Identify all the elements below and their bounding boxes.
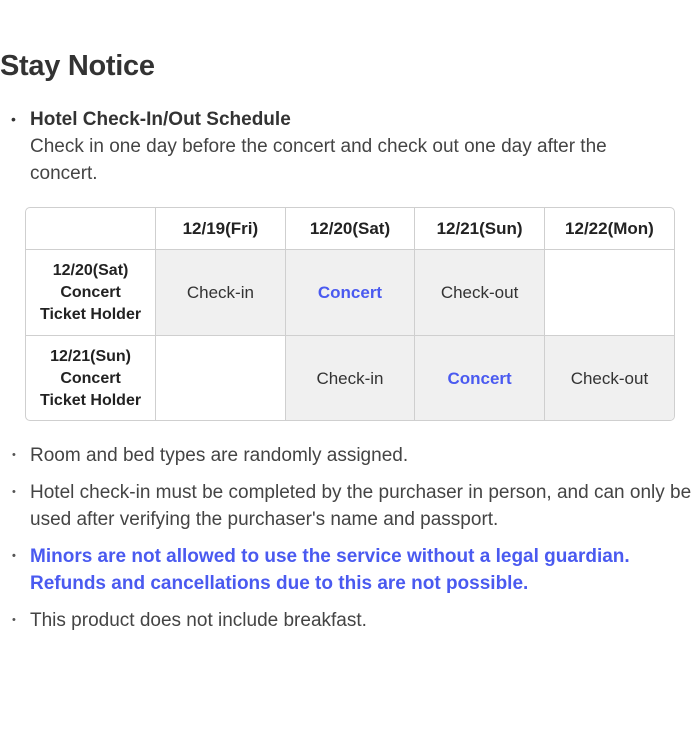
row-label-date: 12/21(Sun) xyxy=(50,347,131,365)
bullet-icon: • xyxy=(12,550,16,562)
list-item xyxy=(0,442,700,469)
bullet-icon: • xyxy=(12,449,16,461)
notes-list xyxy=(0,442,700,644)
note-text: This product does not include breakfast. xyxy=(30,610,367,631)
row-label xyxy=(26,250,156,336)
table-cell-checkin: Check-in xyxy=(285,336,415,422)
list-item xyxy=(0,607,700,634)
table-header-row xyxy=(26,208,674,250)
table-header-cell: 12/19(Fri) xyxy=(156,208,286,250)
table-cell-concert: Concert xyxy=(285,250,415,336)
row-label-line: Concert xyxy=(60,369,121,387)
bullet-icon: • xyxy=(12,614,16,626)
schedule-heading: Hotel Check-In/Out Schedule xyxy=(30,109,291,130)
row-label-date: 12/20(Sat) xyxy=(52,261,129,279)
table-header-cell: 12/22(Mon) xyxy=(544,208,674,250)
schedule-table xyxy=(25,207,675,421)
table-header-cell: 12/20(Sat) xyxy=(285,208,415,250)
page-title: Stay Notice xyxy=(0,50,155,82)
table-cell-concert: Concert xyxy=(415,336,545,422)
table-header-cell xyxy=(26,208,156,250)
table-cell-empty xyxy=(544,250,674,336)
table-cell-checkin: Check-in xyxy=(156,250,286,336)
schedule-description: Check in one day before the concert and check out one day after the concert. xyxy=(30,136,607,184)
note-warning-text: Minors are not allowed to use the service without a legal guardian. Refunds and cancellations due to this are not possible. xyxy=(30,546,630,594)
list-item-warning xyxy=(0,543,700,597)
bullet-icon: • xyxy=(11,111,16,127)
row-label-line: Ticket Holder xyxy=(40,305,142,323)
row-label-line: Ticket Holder xyxy=(40,391,142,409)
schedule-heading-item xyxy=(0,106,700,187)
table-cell-checkout: Check-out xyxy=(415,250,545,336)
row-label xyxy=(26,336,156,422)
note-text: Hotel check-in must be completed by the purchaser in person, and can only be used after verifying the purchaser's name and passport. xyxy=(30,482,692,530)
schedule-section xyxy=(0,106,700,187)
table-header-cell: 12/21(Sun) xyxy=(415,208,545,250)
note-text: Room and bed types are randomly assigned. xyxy=(30,445,409,466)
table-cell-empty xyxy=(156,336,286,422)
bullet-icon: • xyxy=(12,486,16,498)
row-label-line: Concert xyxy=(60,283,121,301)
table-row xyxy=(26,336,674,422)
table-row xyxy=(26,250,674,336)
table-cell-checkout: Check-out xyxy=(544,336,674,422)
list-item xyxy=(0,479,700,533)
